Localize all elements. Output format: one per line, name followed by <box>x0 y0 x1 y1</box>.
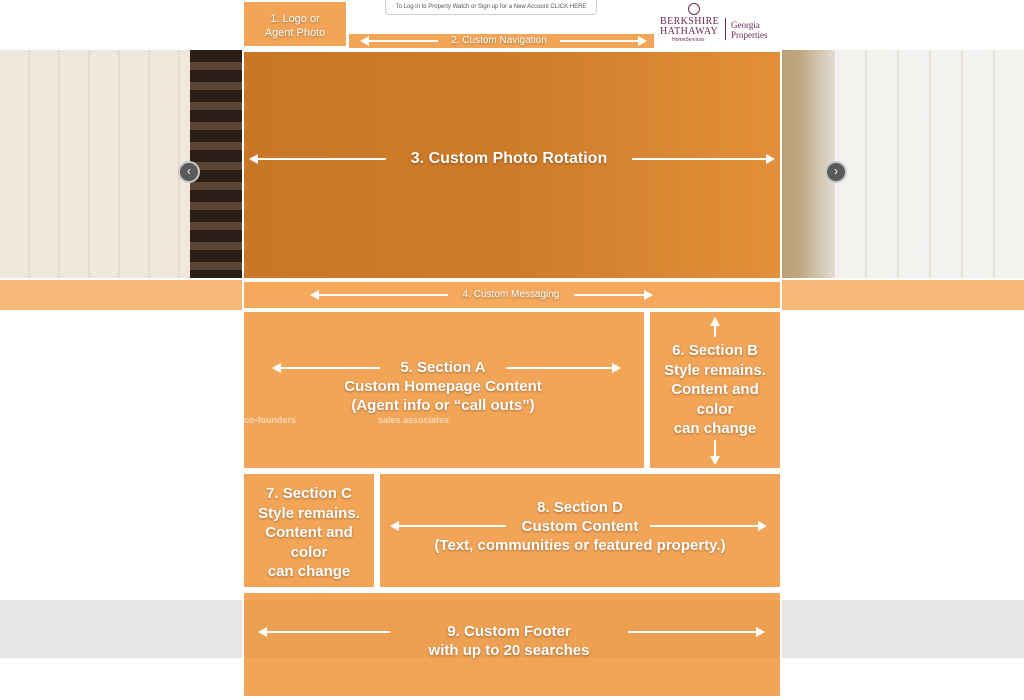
arrowhead-right-icon <box>612 363 621 373</box>
chevron-left-icon: ‹ <box>187 164 191 178</box>
arrowhead-left-icon <box>258 627 267 637</box>
arrowhead-down-icon <box>710 456 720 465</box>
brand-region <box>731 20 768 40</box>
prev-photo-button[interactable] <box>178 161 200 183</box>
arrow-line <box>318 294 448 296</box>
brand-region-line1: Georgia <box>731 20 760 30</box>
arrow-line <box>714 325 716 337</box>
arrowhead-left-icon <box>249 154 258 164</box>
arrowhead-right-icon <box>756 627 765 637</box>
brand-seal-icon <box>688 3 700 15</box>
login-banner[interactable]: To Log in to Property Watch or Sign up for a New Account CLICK HERE <box>385 0 597 15</box>
arrowhead-up-icon <box>710 317 720 326</box>
brand-subtitle: HomeServices <box>672 37 705 43</box>
background-text-cofounders: co-founders <box>244 415 297 425</box>
next-photo-button[interactable] <box>825 161 847 183</box>
hero-photo-staircase <box>190 50 245 278</box>
arrow-line <box>266 631 390 633</box>
brand-logo[interactable] <box>660 17 719 37</box>
label-section-d: 8. Section D Custom Content (Text, communities or featured property.) <box>434 499 726 554</box>
arrow-line <box>628 631 756 633</box>
brand-name-line2: HATHAWAY <box>660 26 719 37</box>
brand-divider <box>725 18 726 40</box>
label-footer: 9. Custom Footer with up to 20 searches <box>428 623 590 659</box>
label-section-a: 5. Section A Custom Homepage Content (Agent info or “call outs”) <box>344 359 542 414</box>
arrowhead-left-icon <box>360 36 369 46</box>
arrow-line <box>632 158 766 160</box>
arrowhead-left-icon <box>272 363 281 373</box>
arrowhead-right-icon <box>644 290 653 300</box>
hero-photo-prev-preview <box>0 50 190 278</box>
label-messaging: 4. Custom Messaging <box>462 289 560 300</box>
label-logo: 1. Logo or Agent Photo <box>264 13 326 39</box>
arrowhead-right-icon <box>638 36 647 46</box>
label-section-b: 6. Section B Style remains. Content and color can change <box>664 342 766 437</box>
background-text-sales-associates: sales associates <box>378 415 450 425</box>
label-section-c: 7. Section C Style remains. Content and color can change <box>258 485 360 580</box>
brand-region-line2: Properties <box>731 30 768 40</box>
arrow-line <box>574 294 644 296</box>
label-photo-rotation: 3. Custom Photo Rotation <box>410 150 608 167</box>
arrow-line <box>368 40 438 42</box>
arrow-line <box>714 440 716 456</box>
arrow-line <box>258 158 386 160</box>
brand-name-line1: BERKSHIRE <box>660 16 720 27</box>
arrowhead-right-icon <box>766 154 775 164</box>
label-navigation: 2. Custom Navigation <box>451 35 547 46</box>
arrowhead-left-icon <box>310 290 319 300</box>
chevron-right-icon: › <box>834 164 838 178</box>
arrow-line <box>560 40 638 42</box>
hero-photo-next-preview <box>835 50 1024 278</box>
